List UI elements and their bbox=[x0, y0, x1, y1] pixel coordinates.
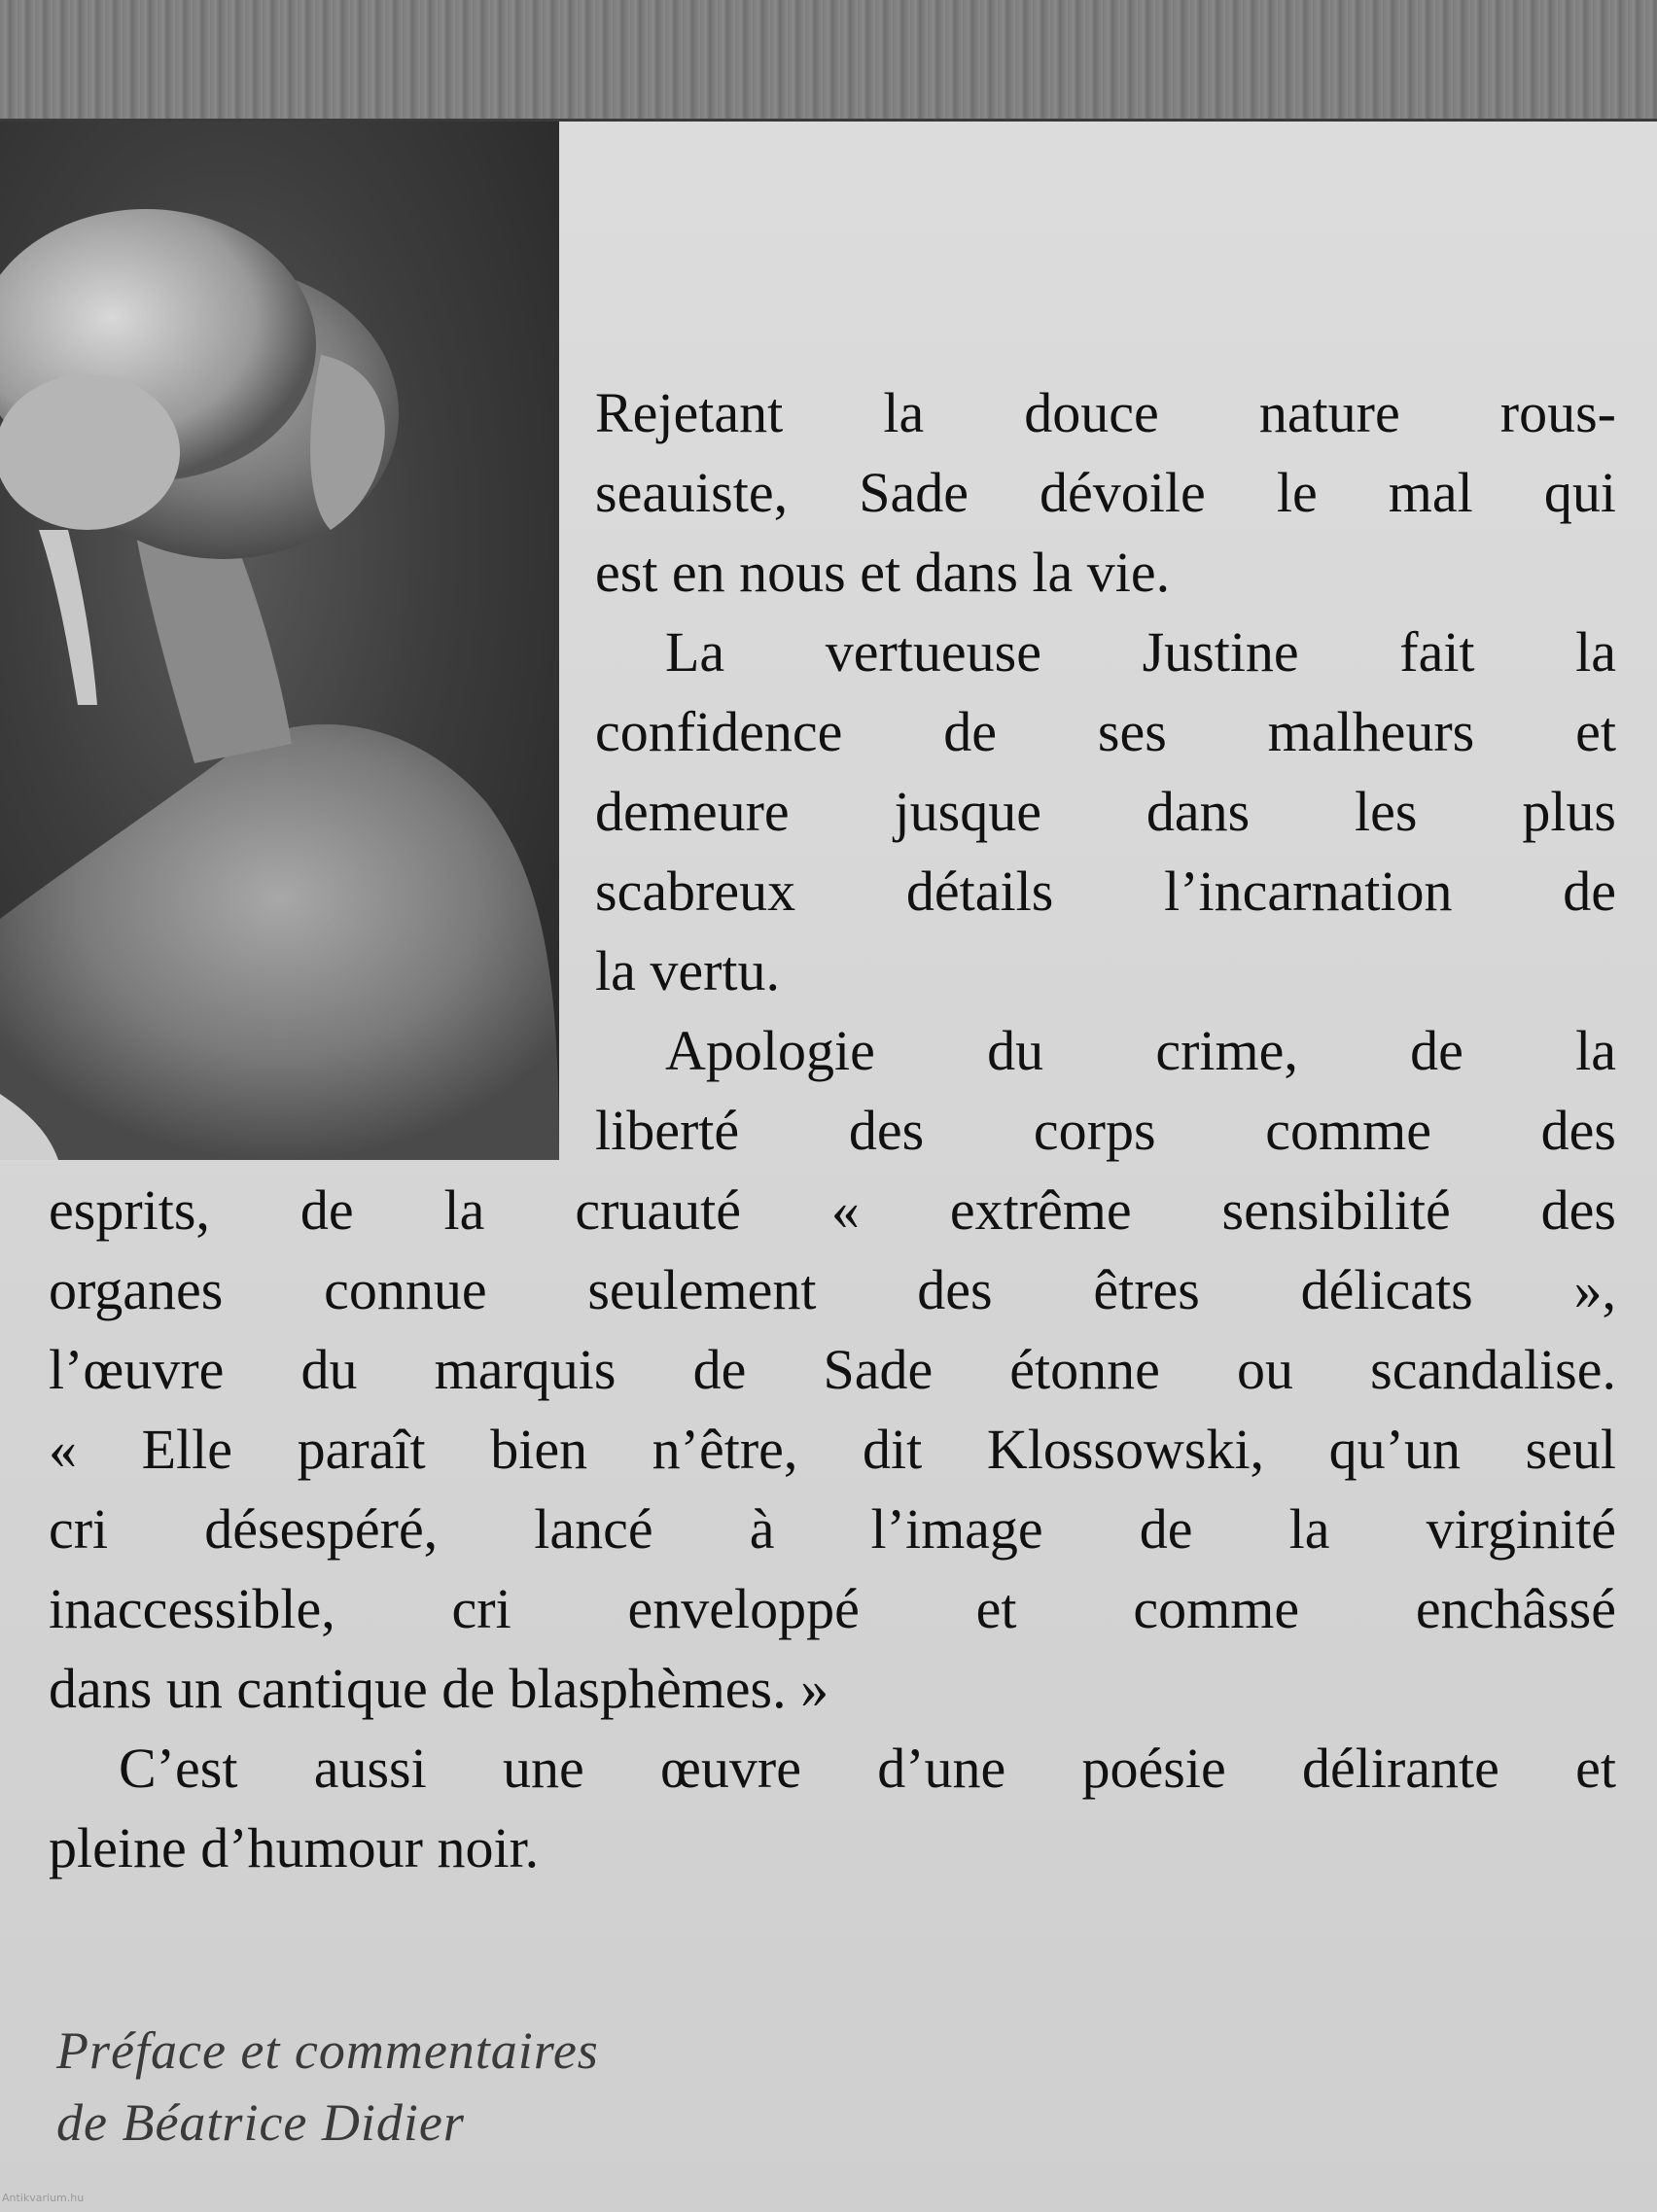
text-line: la vertu. bbox=[595, 939, 781, 1002]
background-surface bbox=[0, 0, 1657, 122]
credit-line: Préface et commentaires bbox=[56, 2021, 599, 2080]
preface-credit bbox=[56, 2015, 599, 2159]
text-line: scabreux détails l’incarnation de bbox=[595, 860, 1616, 923]
portrait-illustration-icon bbox=[0, 122, 559, 1160]
text-line: Apologie du crime, de la bbox=[665, 1019, 1616, 1082]
text-line: La vertueuse Justine fait la bbox=[665, 620, 1616, 684]
text-line: Rejetant la douce nature rous- bbox=[595, 381, 1616, 444]
text-line: pleine d’humour noir. bbox=[49, 1816, 540, 1879]
text-line: confidence de ses malheurs et bbox=[595, 700, 1616, 763]
text-line: liberté des corps comme des bbox=[595, 1099, 1616, 1162]
text-line: cri désespéré, lancé à l’image de la virginité bbox=[49, 1497, 1616, 1561]
text-line: esprits, de la cruauté « extrême sensibilité des bbox=[49, 1178, 1616, 1242]
text-line: l’œuvre du marquis de Sade étonne ou scandalise. bbox=[49, 1338, 1616, 1401]
text-line: « Elle paraît bien n’être, dit Klossowski, qu’un seul bbox=[49, 1418, 1616, 1481]
text-line: dans un cantique de blasphèmes. » bbox=[49, 1657, 829, 1720]
portrait-engraving bbox=[0, 122, 559, 1160]
blurb-lower bbox=[49, 1171, 1616, 1888]
text-line: demeure jusque dans les plus bbox=[595, 780, 1616, 843]
blurb-upper bbox=[595, 373, 1616, 1171]
text-line: seauiste, Sade dévoile le mal qui bbox=[595, 461, 1616, 524]
text-line: organes connue seulement des êtres délicats », bbox=[49, 1258, 1616, 1321]
watermark: Antikvarium.hu bbox=[2, 2192, 85, 2204]
text-line: inaccessible, cri enveloppé et comme enchâssé bbox=[49, 1577, 1616, 1640]
credit-author: de Béatrice Didier bbox=[56, 2093, 465, 2152]
text-line: C’est aussi une œuvre d’une poésie délirante et bbox=[119, 1737, 1616, 1800]
text-line: est en nous et dans la vie. bbox=[595, 541, 1171, 604]
